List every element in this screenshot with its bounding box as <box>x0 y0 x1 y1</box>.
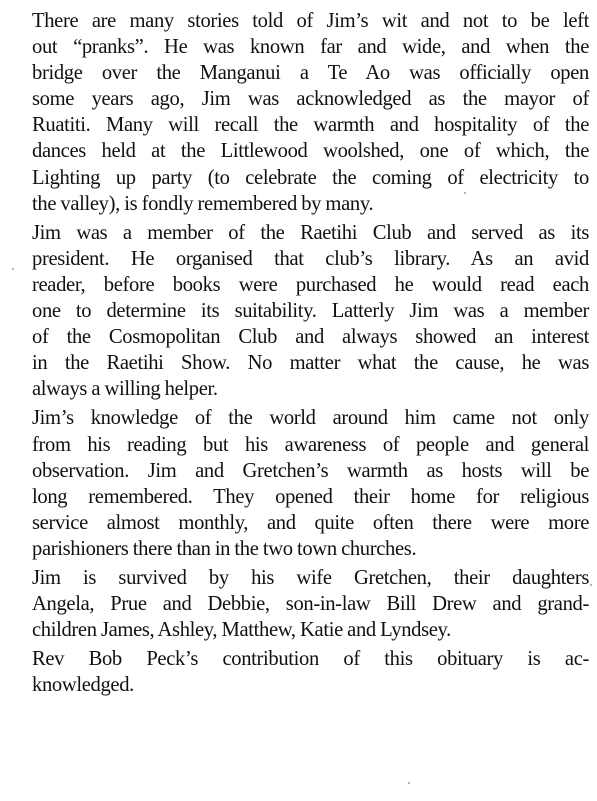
text-line: some years ago, Jim was acknowledged as the mayor of <box>32 88 589 111</box>
paragraph-knowledge <box>6 405 589 562</box>
text-line: the valley), is fondly remembered by many. <box>32 192 374 215</box>
text-line: knowledged. <box>32 674 134 697</box>
text-line: Jim’s knowledge of the world around him came not only <box>32 407 589 430</box>
text-line: of the Cosmopolitan Club and always showed an interest <box>32 326 589 349</box>
text-line: long remembered. They opened their home for religious <box>32 485 589 508</box>
text-line: parishioners there than in the two town churches. <box>32 537 417 560</box>
scan-speck <box>12 268 14 270</box>
text-line: out “pranks”. He was known far and wide, and when the <box>32 36 589 59</box>
paragraph-raetihi-club <box>6 220 589 403</box>
text-line: Jim is survived by his wife Gretchen, their daughters <box>32 566 589 589</box>
text-line: president. He organised that club’s library. As an avid <box>32 247 589 270</box>
text-line: There are many stories told of Jim’s wit and not to be left <box>32 10 589 32</box>
text-line: service almost monthly, and quite often there were more <box>32 511 589 534</box>
paragraph-acknowledgement <box>6 646 589 698</box>
text-line: Rev Bob Peck’s contribution of this obituary is ac- <box>32 648 589 671</box>
text-line: one to determine its suitability. Latterly Jim was a member <box>32 300 589 323</box>
scan-speck <box>408 782 410 784</box>
text-line: Ruatiti. Many will recall the warmth and hospitality of the <box>32 114 589 137</box>
text-line: observation. Jim and Gretchen’s warmth as hosts will be <box>32 459 589 482</box>
text-line: bridge over the Manganui a Te Ao was officially open <box>32 62 589 85</box>
paragraph-survived-by <box>6 565 589 643</box>
text-line: dances held at the Littlewood woolshed, one of which, the <box>32 140 589 163</box>
text-line: children James, Ashley, Matthew, Katie and Lyndsey. <box>32 619 451 642</box>
paragraph-stories <box>6 8 589 217</box>
text-line: from his reading but his awareness of people and general <box>32 433 589 456</box>
scan-speck <box>464 192 466 194</box>
text-line: reader, before books were purchased he would read each <box>32 273 589 296</box>
scan-speck <box>590 584 592 586</box>
text-line: Lighting up party (to celebrate the coming of electricity to <box>32 166 589 189</box>
text-line: Jim was a member of the Raetihi Club and served as its <box>32 221 589 244</box>
text-line: in the Raetihi Show. No matter what the cause, he was <box>32 352 589 375</box>
text-line: Angela, Prue and Debbie, son-in-law Bill Drew and grand- <box>32 593 589 616</box>
text-line: always a willing helper. <box>32 378 218 401</box>
